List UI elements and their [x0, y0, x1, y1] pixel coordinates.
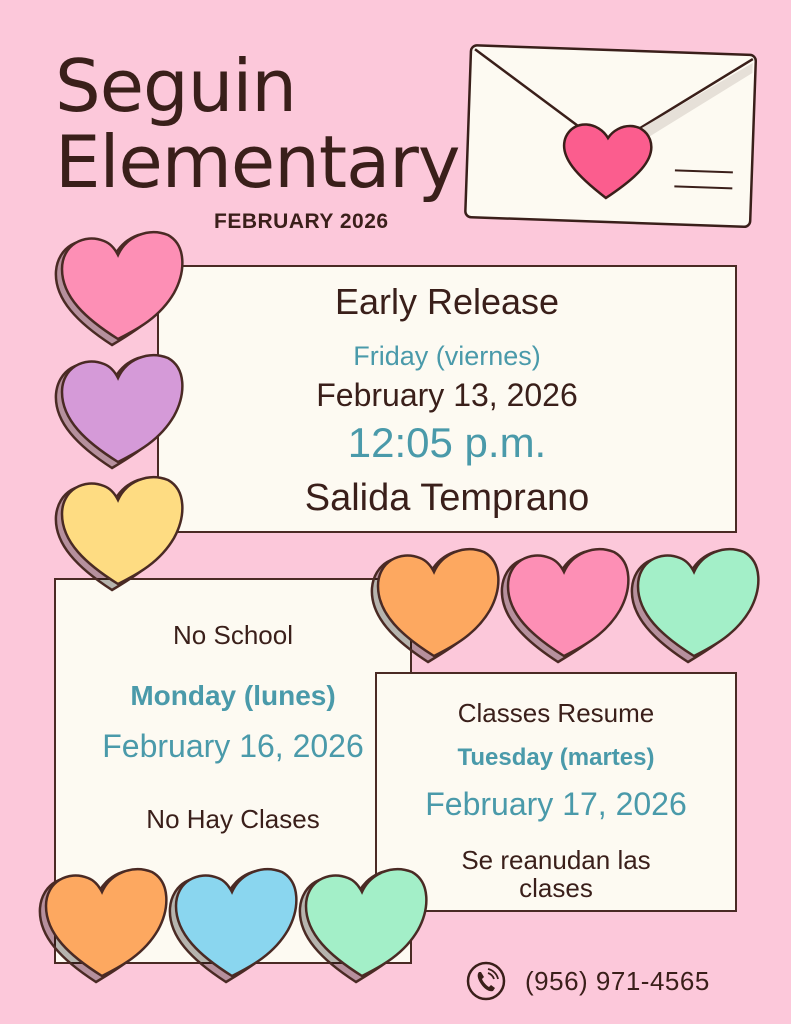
phone-icon — [465, 960, 507, 1002]
heart-icon-orange-mid — [368, 542, 498, 667]
classes-resume-card — [375, 672, 737, 912]
heart-icon-yellow — [52, 470, 182, 595]
resume-spanish — [377, 846, 735, 902]
heart-icon-pink-mid — [498, 542, 628, 667]
no-school-day: Monday (lunes) — [130, 680, 336, 711]
early-release-day: Friday (viernes) — [353, 341, 541, 371]
school-title — [55, 44, 460, 204]
title-line-1: Seguin — [55, 44, 296, 128]
resume-spanish-line-1: Se reanudan las — [461, 845, 651, 875]
no-school-date: February 16, 2026 — [102, 728, 364, 764]
month-subtitle: FEBRUARY 2026 — [214, 210, 389, 233]
heart-icon-green-mid — [628, 542, 758, 667]
resume-spanish-line-2: clases — [519, 873, 593, 903]
resume-day: Tuesday (martes) — [457, 744, 655, 771]
heart-icon-pink-top — [52, 225, 182, 350]
no-school-spanish: No Hay Clases — [146, 804, 320, 834]
heart-shape — [56, 232, 182, 345]
no-school-heading: No School — [173, 620, 293, 650]
heart-icon-blue — [166, 862, 296, 987]
title-line-2: Elementary — [55, 120, 460, 204]
heart-icon-purple — [52, 348, 182, 473]
early-release-heading: Early Release — [334, 281, 560, 322]
phone-number[interactable]: (956) 971-4565 — [525, 965, 710, 996]
early-release-time: 12:05 p.m. — [347, 419, 547, 466]
resume-date: February 17, 2026 — [425, 786, 687, 822]
heart-icon-green-bottom — [296, 862, 426, 987]
early-release-date: February 13, 2026 — [316, 377, 578, 413]
resume-heading: Classes Resume — [457, 698, 655, 728]
heart-icon-orange-bottom — [36, 862, 166, 987]
early-release-spanish: Salida Temprano — [304, 477, 590, 519]
envelope-icon — [458, 38, 763, 238]
contact-row — [465, 960, 710, 1002]
early-release-card — [157, 265, 737, 533]
